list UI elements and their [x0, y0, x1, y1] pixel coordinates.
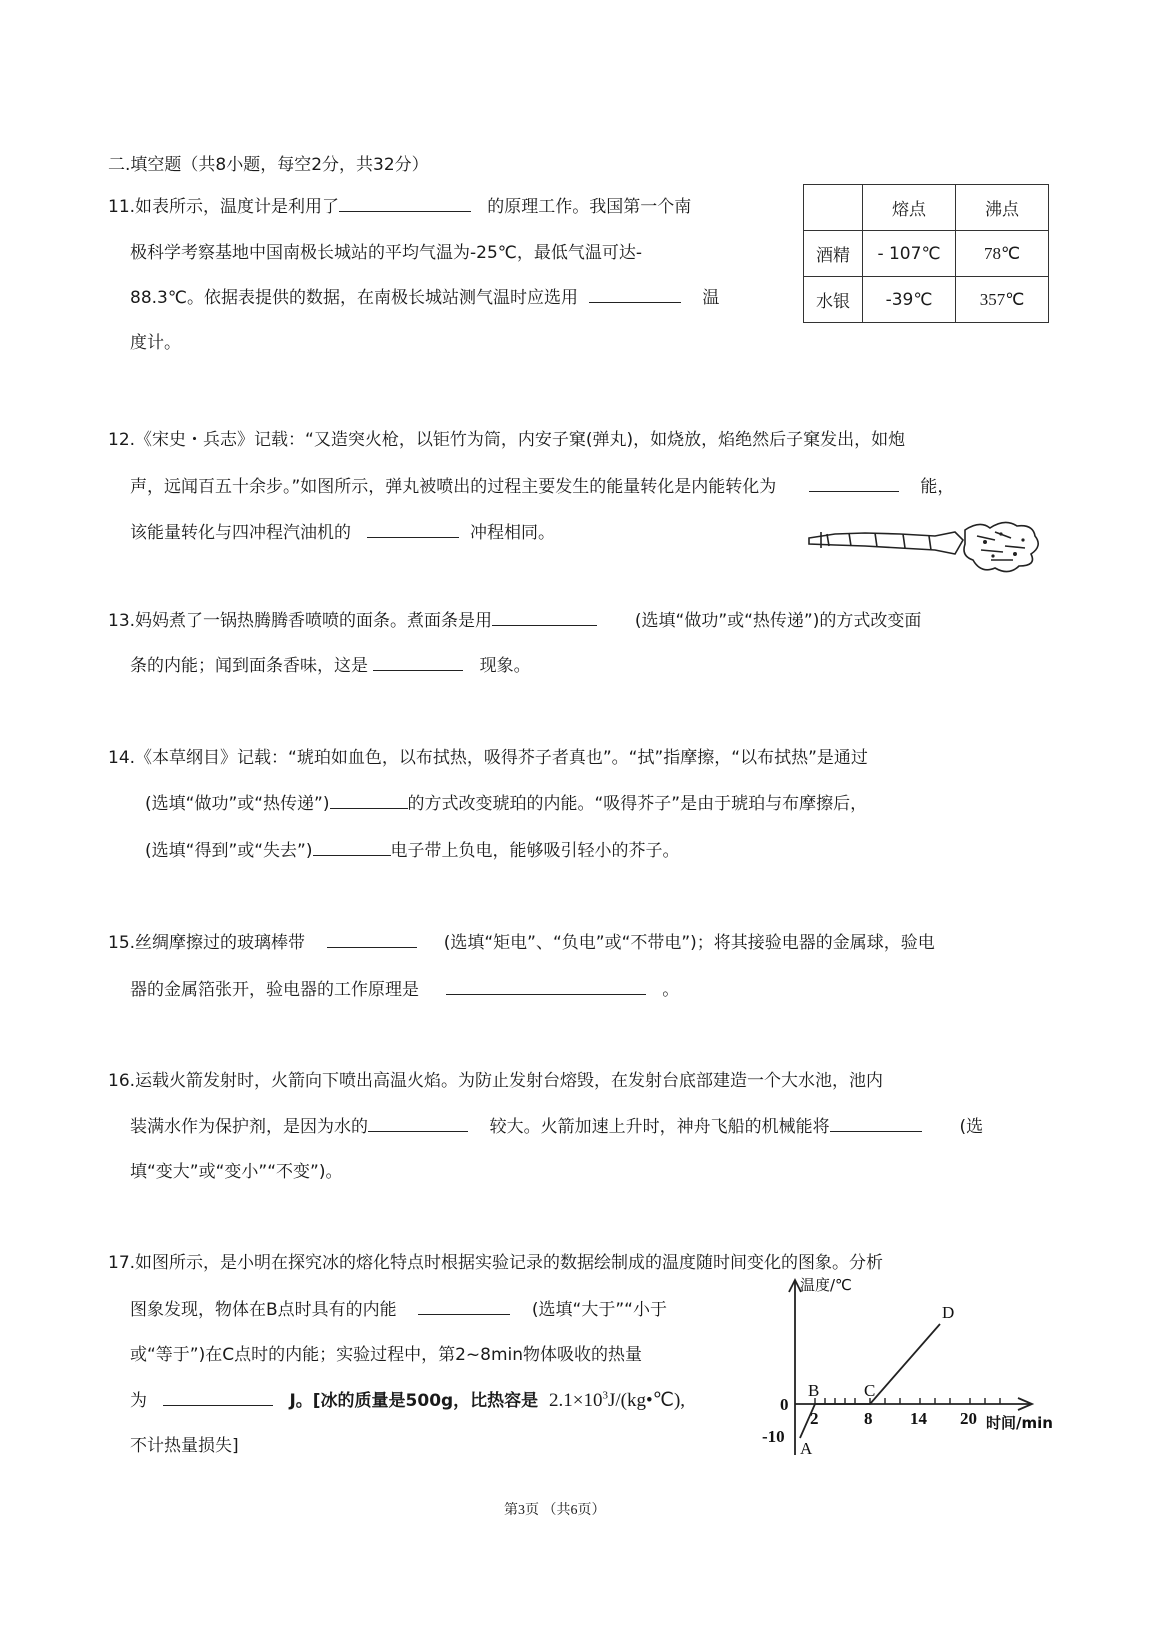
- table-header-melting: 熔点: [863, 185, 956, 231]
- q17-line2: 图象发现，物体在B点时具有的内能 (选填“大于”“小于: [130, 1295, 760, 1320]
- q16-line1: 16.运载火箭发射时，火箭向下喷出高温火焰。为防止发射台熔毁，在发射台底部建造一个大水池，池内: [108, 1071, 884, 1091]
- q14-line3: (选填“得到”或“失去”) 电子带上负电，能够吸引轻小的芥子。: [145, 836, 680, 861]
- q11-line4: 度计。: [130, 333, 181, 353]
- page-footer: 第3页 （共6页）: [504, 1503, 606, 1518]
- q17-line5: 不计热量损失]: [130, 1436, 239, 1456]
- y-tick-label: -10: [762, 1427, 785, 1446]
- property-table: [803, 184, 1049, 323]
- x-axis-label: 时间/min: [986, 1414, 1053, 1432]
- table-row-label: 酒精: [804, 231, 863, 277]
- x-tick-label: 8: [864, 1409, 873, 1428]
- table-row-label: 水银: [804, 277, 863, 323]
- q11-line2: 极科学考察基地中国南极长城站的平均气温为-25℃，最低气温可达-: [130, 243, 642, 263]
- temperature-time-graph: [740, 1270, 1070, 1470]
- q11-line3: 88.3℃。依据表提供的数据，在南极长城站测气温时应选用 温: [130, 283, 719, 308]
- q12-line3: 该能量转化与四冲程汽油机的 冲程相同。: [130, 518, 555, 543]
- table-cell: -39℃: [863, 277, 956, 323]
- q15-line2: 器的金属箔张开，验电器的工作原理是 。: [130, 975, 679, 1000]
- y-tick-label: 0: [780, 1395, 789, 1414]
- q16-line3: 填“变大”或“变小”“不变”)。: [130, 1162, 343, 1182]
- q11-line1: 11.如表所示，温度计是利用了 的原理工作。我国第一个南: [108, 192, 691, 217]
- point-label-b: B: [808, 1381, 820, 1400]
- table-header-boiling: 沸点: [956, 185, 1049, 231]
- q13-line2: 条的内能；闻到面条香味，这是 现象。: [130, 651, 531, 676]
- point-label-a: A: [800, 1439, 813, 1458]
- y-axis-label: 温度/℃: [800, 1276, 852, 1294]
- q12-line1: 12.《宋史・兵志》记载：“又造突火枪，以钜竹为筒，内安子窠(弹丸)，如烧放，焰绝然后子窠发出，如炮: [108, 430, 906, 450]
- table-cell: 78℃: [956, 231, 1049, 277]
- section-title: 二.填空题（共8小题，每空2分，共32分）: [108, 155, 429, 175]
- q16-line2: 装满水作为保护剂，是因为水的 较大。火箭加速上升时，神舟飞船的机械能将 (选: [130, 1112, 983, 1137]
- table-cell: - 107℃: [863, 231, 956, 277]
- q17-line1: 17.如图所示，是小明在探究冰的熔化特点时根据实验记录的数据绘制成的温度随时间变化的图象。分析: [108, 1253, 884, 1273]
- fire-lance-illustration: [805, 510, 1045, 580]
- q15-line1: 15.丝绸摩擦过的玻璃棒带 (选填“矩电”、“负电”或“不带电”)；将其接验电器的金属球，验电: [108, 928, 935, 953]
- table-cell: 357℃: [956, 277, 1049, 323]
- point-label-d: D: [942, 1303, 955, 1322]
- q14-line2: (选填“做功”或“热传递”) 的方式改变琥珀的内能。“吸得芥子”是由于琥珀与布摩擦后，: [145, 789, 867, 814]
- q17-line4: 为 J。[冰的质量是500g，比热容是 $2.1\times 10^3J/(kg•℃)$,: [130, 1386, 685, 1412]
- q13-line1: 13.妈妈煮了一锅热腾腾香喷喷的面条。煮面条是用 (选填“做功”或“热传递”)的方式改变面: [108, 606, 921, 631]
- q17-line3: 或“等于”)在C点时的内能；实验过程中，第2~8min物体吸收的热量: [130, 1345, 643, 1365]
- point-label-c: C: [864, 1381, 876, 1400]
- x-tick-label: 20: [960, 1409, 977, 1428]
- q12-line2: 声，远闻百五十余步。”如图所示，弹丸被喷出的过程主要发生的能量转化是内能转化为 能，: [130, 472, 954, 497]
- x-tick-label: 14: [910, 1409, 927, 1428]
- q14-line1: 14.《本草纲目》记载：“琥珀如血色，以布拭热，吸得芥子者真也”。“拭”指摩擦，“以布拭热”是通过: [108, 748, 868, 768]
- x-tick-label: 2: [810, 1409, 819, 1428]
- table-cell: [804, 185, 863, 231]
